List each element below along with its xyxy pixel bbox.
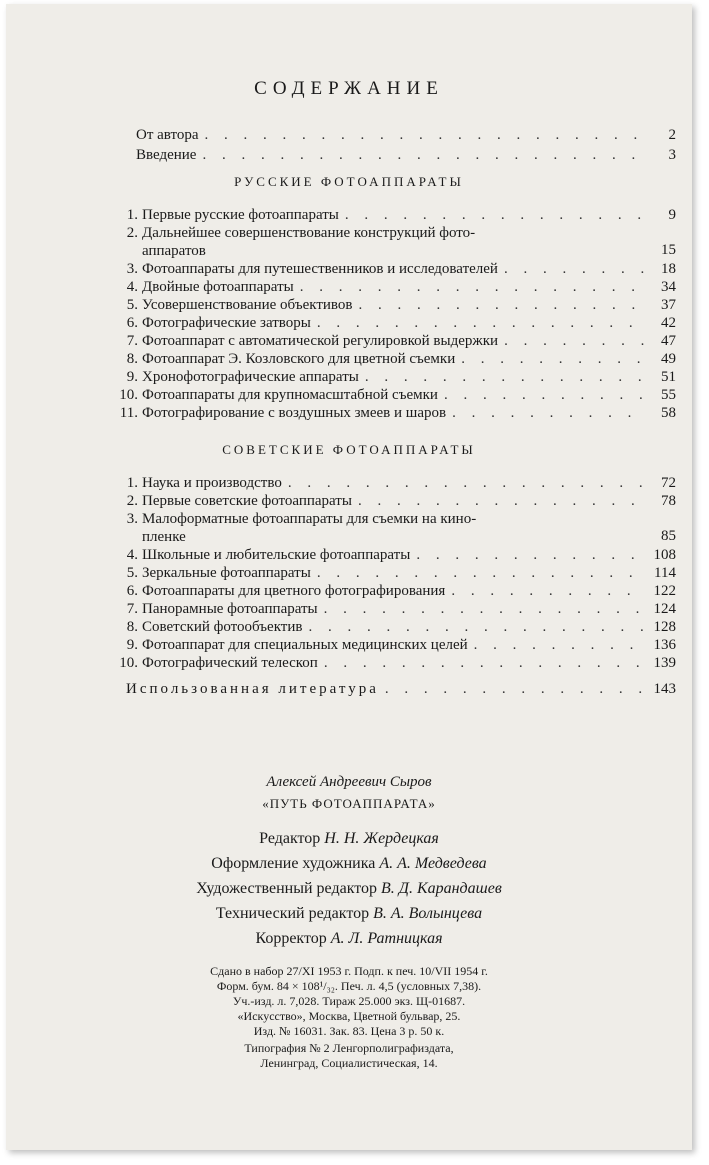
toc-entry	[116, 636, 676, 654]
toc-entry	[116, 260, 676, 278]
toc-number: 10.	[119, 655, 138, 671]
toc-label: Малоформатные фотоаппараты для съемки на кино-	[142, 511, 477, 527]
toc-entry	[116, 492, 676, 510]
leader-dots	[385, 680, 644, 698]
credit-name: Н. Н. Жердецкая	[324, 830, 439, 847]
credit-line	[6, 855, 692, 873]
toc-page: 18	[661, 261, 676, 277]
toc-entry	[116, 564, 676, 582]
imprint-line: «Искусство», Москва, Цветной бульвар, 25.	[237, 1009, 461, 1023]
credit-line	[6, 830, 692, 848]
toc-page: 51	[661, 369, 676, 385]
toc-entry	[116, 350, 676, 368]
toc-page: 9	[668, 207, 676, 223]
imprint-line: Ленинград, Социалистическая, 14.	[260, 1056, 438, 1070]
toc-number: 1.	[126, 475, 138, 491]
toc-label: Фотоаппарат для специальных медицинских целей	[142, 637, 468, 653]
leader-dots	[308, 618, 644, 636]
toc-number: 8.	[126, 351, 138, 367]
leader-dots	[444, 386, 644, 404]
book-page	[6, 4, 692, 1150]
toc-entry	[116, 582, 676, 600]
toc-number: 5.	[126, 297, 138, 313]
toc-page: 47	[661, 333, 676, 349]
imprint-line: Изд. № 16031. Зак. 83. Цена 3 р. 50 к.	[253, 1024, 445, 1038]
toc-page: 124	[653, 601, 676, 617]
toc-page: 139	[653, 655, 676, 671]
toc-page: 108	[653, 547, 676, 563]
toc-label: Усовершенствование объективов	[142, 297, 353, 313]
toc-entry	[116, 386, 676, 404]
imprint-line: Сдано в набор 27/XI 1953 г. Подп. к печ. 10/VII 1954 г.	[210, 964, 488, 978]
toc-entry	[116, 654, 676, 672]
credit-role: Корректор	[255, 930, 327, 947]
toc-entry-author	[136, 126, 676, 144]
credit-name: В. Д. Карандашев	[381, 880, 502, 897]
toc-label: Первые русские фотоаппараты	[142, 207, 339, 223]
toc-entry-literature	[126, 680, 676, 698]
leader-dots	[317, 564, 644, 582]
toc-entry-introduction	[136, 146, 676, 164]
toc-number: 8.	[126, 619, 138, 635]
leader-dots	[345, 206, 644, 224]
toc-entry	[116, 206, 676, 224]
toc-number: 6.	[126, 315, 138, 331]
toc-page: 78	[661, 493, 676, 509]
toc-page: 55	[661, 387, 676, 403]
toc-entry	[116, 474, 676, 492]
leader-dots	[416, 546, 644, 564]
toc-number: 9.	[126, 637, 138, 653]
toc-page: 15	[661, 242, 676, 258]
toc-label: Фотографические затворы	[142, 315, 311, 331]
toc-page: 128	[653, 619, 676, 635]
toc-entry	[116, 224, 636, 242]
credit-line	[6, 930, 692, 948]
toc-entry	[116, 332, 676, 350]
leader-dots	[504, 260, 644, 278]
toc-label: Школьные и любительские фотоаппараты	[142, 547, 411, 563]
toc-entry	[116, 296, 676, 314]
section-heading-russian: РУССКИЕ ФОТОАППАРАТЫ	[234, 174, 464, 189]
toc-label: Фотоаппарат с автоматической регулировкой выдержки	[142, 333, 499, 349]
imprint-line: Форм. бум. 84 × 108¹/₃₂. Печ. л. 4,5 (условных 7,38).	[216, 979, 482, 993]
toc-label: Фотографический телескоп	[142, 655, 318, 671]
toc-label: Советский фотообъектив	[142, 619, 303, 635]
imprint-line: Типография № 2 Ленгорполиграфиздата,	[244, 1041, 454, 1055]
credit-name: В. А. Волынцева	[373, 905, 483, 922]
toc-label: От автора	[136, 127, 199, 143]
toc-page: 34	[661, 279, 676, 295]
toc-page: 49	[661, 351, 676, 367]
toc-label: Двойные фотоаппараты	[142, 279, 294, 295]
toc-number: 7.	[126, 601, 138, 617]
toc-label-continued: пленке	[142, 529, 186, 545]
toc-number: 11.	[119, 405, 138, 421]
toc-entry	[116, 510, 636, 528]
author-name: Алексей Андреевич Сыров	[266, 774, 432, 790]
toc-page: 2	[668, 127, 676, 143]
toc-number: 1.	[126, 207, 138, 223]
credit-line	[6, 905, 692, 923]
toc-entry	[116, 404, 676, 422]
toc-label: Наука и производство	[142, 475, 282, 491]
book-title: «ПУТЬ ФОТОАППАРАТА»	[262, 796, 436, 811]
toc-label: Первые советские фотоаппараты	[142, 493, 352, 509]
toc-number: 10.	[119, 387, 138, 403]
toc-label: Фотоаппарат Э. Козловского для цветной съемки	[142, 351, 456, 367]
toc-label: Фотоаппараты для цветного фотографирования	[142, 583, 446, 599]
toc-label: Дальнейшее совершенствование конструкций фото-	[142, 225, 476, 241]
toc-label: Хронофотографические аппараты	[142, 369, 359, 385]
toc-page: 42	[661, 315, 676, 331]
toc-label: Фотографирование с воздушных змеев и шаров	[142, 405, 447, 421]
credit-line	[6, 880, 692, 898]
toc-entry	[116, 314, 676, 332]
toc-entry	[116, 368, 676, 386]
toc-page: 72	[661, 475, 676, 491]
toc-entry	[116, 546, 676, 564]
leader-dots	[451, 582, 644, 600]
toc-entry	[116, 600, 676, 618]
imprint-line: Уч.-изд. л. 7,028. Тираж 25.000 экз. Щ-01687.	[232, 994, 466, 1008]
toc-label: Зеркальные фотоаппараты	[142, 565, 311, 581]
leader-dots	[300, 278, 644, 296]
page-title: СОДЕРЖАНИЕ	[254, 78, 444, 99]
leader-dots	[504, 332, 644, 350]
toc-number: 6.	[126, 583, 138, 599]
toc-label: Панорамные фотоаппараты	[142, 601, 318, 617]
leader-dots	[474, 636, 644, 654]
leader-dots	[452, 404, 644, 422]
toc-page: 143	[653, 681, 676, 697]
leader-dots	[365, 368, 644, 386]
toc-label: Фотоаппараты для крупномасштабной съемки	[142, 387, 438, 403]
toc-number: 2.	[126, 225, 138, 241]
toc-page: 85	[661, 528, 676, 544]
leader-dots	[205, 126, 644, 144]
toc-number: 3.	[126, 261, 138, 277]
section-heading-soviet: СОВЕТСКИЕ ФОТОАППАРАТЫ	[222, 442, 476, 457]
toc-number: 3.	[126, 511, 138, 527]
toc-label: Введение	[136, 147, 197, 163]
toc-page: 114	[654, 565, 676, 581]
leader-dots	[324, 600, 644, 618]
toc-label: Фотоаппараты для путешественников и исследователей	[142, 261, 498, 277]
credit-role: Оформление художника	[211, 855, 376, 872]
leader-dots	[358, 492, 644, 510]
toc-number: 2.	[126, 493, 138, 509]
toc-number: 7.	[126, 333, 138, 349]
credit-name: А. А. Медведева	[379, 855, 487, 872]
credit-role: Редактор	[259, 830, 321, 847]
toc-label: Использованная литература	[126, 681, 379, 697]
toc-label-continued: аппаратов	[142, 243, 206, 259]
credit-name: А. Л. Ратницкая	[330, 930, 443, 947]
toc-page: 3	[668, 147, 676, 163]
toc-page: 136	[653, 637, 676, 653]
toc-entry	[116, 278, 676, 296]
toc-page: 58	[661, 405, 676, 421]
leader-dots	[288, 474, 644, 492]
toc-number: 4.	[126, 547, 138, 563]
toc-page: 122	[653, 583, 676, 599]
credit-role: Художественный редактор	[196, 880, 378, 897]
toc-entry	[116, 618, 676, 636]
leader-dots	[202, 146, 644, 164]
toc-number: 9.	[126, 369, 138, 385]
leader-dots	[324, 654, 644, 672]
leader-dots	[461, 350, 644, 368]
toc-number: 5.	[126, 565, 138, 581]
leader-dots	[358, 296, 644, 314]
toc-page: 37	[661, 297, 676, 313]
toc-number: 4.	[126, 279, 138, 295]
leader-dots	[317, 314, 644, 332]
credit-role: Технический редактор	[215, 905, 370, 922]
